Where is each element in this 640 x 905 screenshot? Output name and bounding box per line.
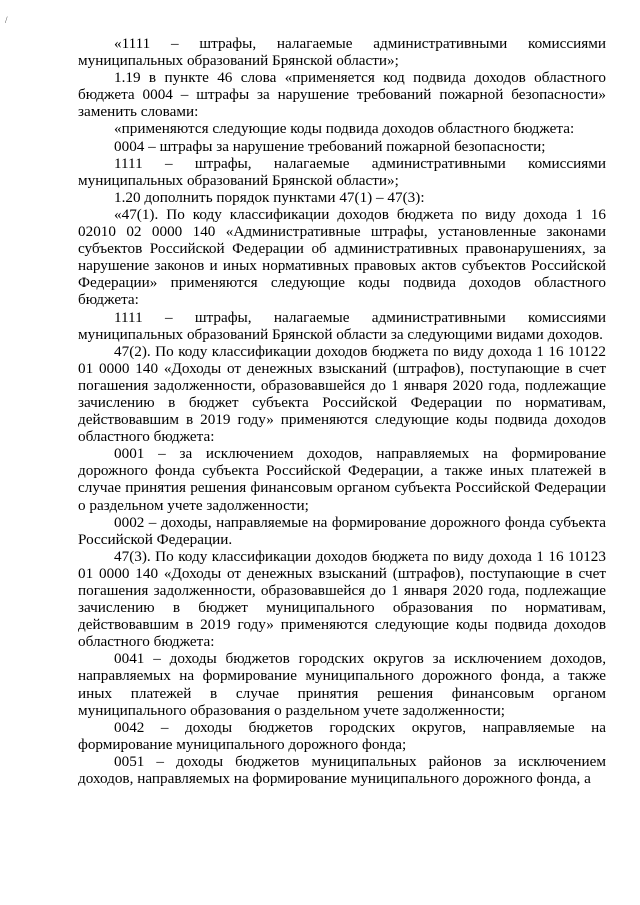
document-body xyxy=(78,35,606,787)
paragraph: 47(3). По коду классификации доходов бюджета по виду дохода 1 16 10123 01 0000 140 «Доходы от денежных взысканий (штрафов), поступающие в счет погашения задолженности, образовавшейся до 1 января 2020 года, подлежащие зачислению в бюджет муниципального образования по нормативам, действовавшим в 2019 году» применяются следующие коды подвида доходов областного бюджета: xyxy=(78,547,606,651)
paragraph: 1.19 в пункте 46 слова «применяется код подвида доходов областного бюджета 0004 – штрафы за нарушение требований пожарной безопасности» заменить словами: xyxy=(78,69,606,121)
paragraph: 1111 – штрафы, налагаемые административными комиссиями муниципальных образований Брянской области за следующими видами доходов. xyxy=(78,308,606,343)
paragraph: 1111 – штрафы, налагаемые административными комиссиями муниципальных образований Брянской области»; xyxy=(78,154,606,189)
paragraph: 47(2). По коду классификации доходов бюджета по виду дохода 1 16 10122 01 0000 140 «Доходы от денежных взысканий (штрафов), поступающие в счет погашения задолженности, образовавшейся до 1 января 2020 года, подлежащие зачислению в бюджет субъекта Российской Федерации по нормативам, действовавшим в 2019 году» применяются следующие коды подвида доходов областного бюджета: xyxy=(78,342,606,446)
paragraph: 0042 – доходы бюджетов городских округов, направляемые на формирование муниципального дорожного фонда; xyxy=(78,718,606,753)
corner-mark: / xyxy=(5,15,8,25)
paragraph: 0002 – доходы, направляемые на формирование дорожного фонда субъекта Российской Федерации. xyxy=(78,513,606,548)
paragraph: 0004 – штрафы за нарушение требований пожарной безопасности; xyxy=(114,137,546,155)
paragraph: «47(1). По коду классификации доходов бюджета по виду дохода 1 16 02010 02 0000 140 «Административные штрафы, установленные законами субъектов Российской Федерации об административных правонарушениях, за нарушение законов и иных нормативных правовых актов субъектов Российской Федерации» применяются следующие коды подвида доходов областного бюджета: xyxy=(78,205,606,309)
paragraph: «применяются следующие коды подвида доходов областного бюджета: xyxy=(114,120,575,138)
paragraph: 0001 – за исключением доходов, направляемых на формирование дорожного фонда субъекта Российской Федерации, а также иных платежей в случае принятия решения финансовым органом субъекта Российской Федерации о раздельном учете задолженности; xyxy=(78,445,606,514)
paragraph: 0051 – доходы бюджетов муниципальных районов за исключением доходов, направляемых на формирование муниципального дорожного фонда, а xyxy=(78,752,606,788)
paragraph: 1.20 дополнить порядок пунктами 47(1) – 47(3): xyxy=(114,188,425,206)
paragraph: 0041 – доходы бюджетов городских округов за исключением доходов, направляемых на формирование муниципального дорожного фонда, а также иных платежей в случае принятия решения финансовым органом муниципального образования о раздельном учете задолженности; xyxy=(78,650,606,719)
paragraph: «1111 – штрафы, налагаемые административными комиссиями муниципальных образований Брянской области»; xyxy=(78,35,606,70)
